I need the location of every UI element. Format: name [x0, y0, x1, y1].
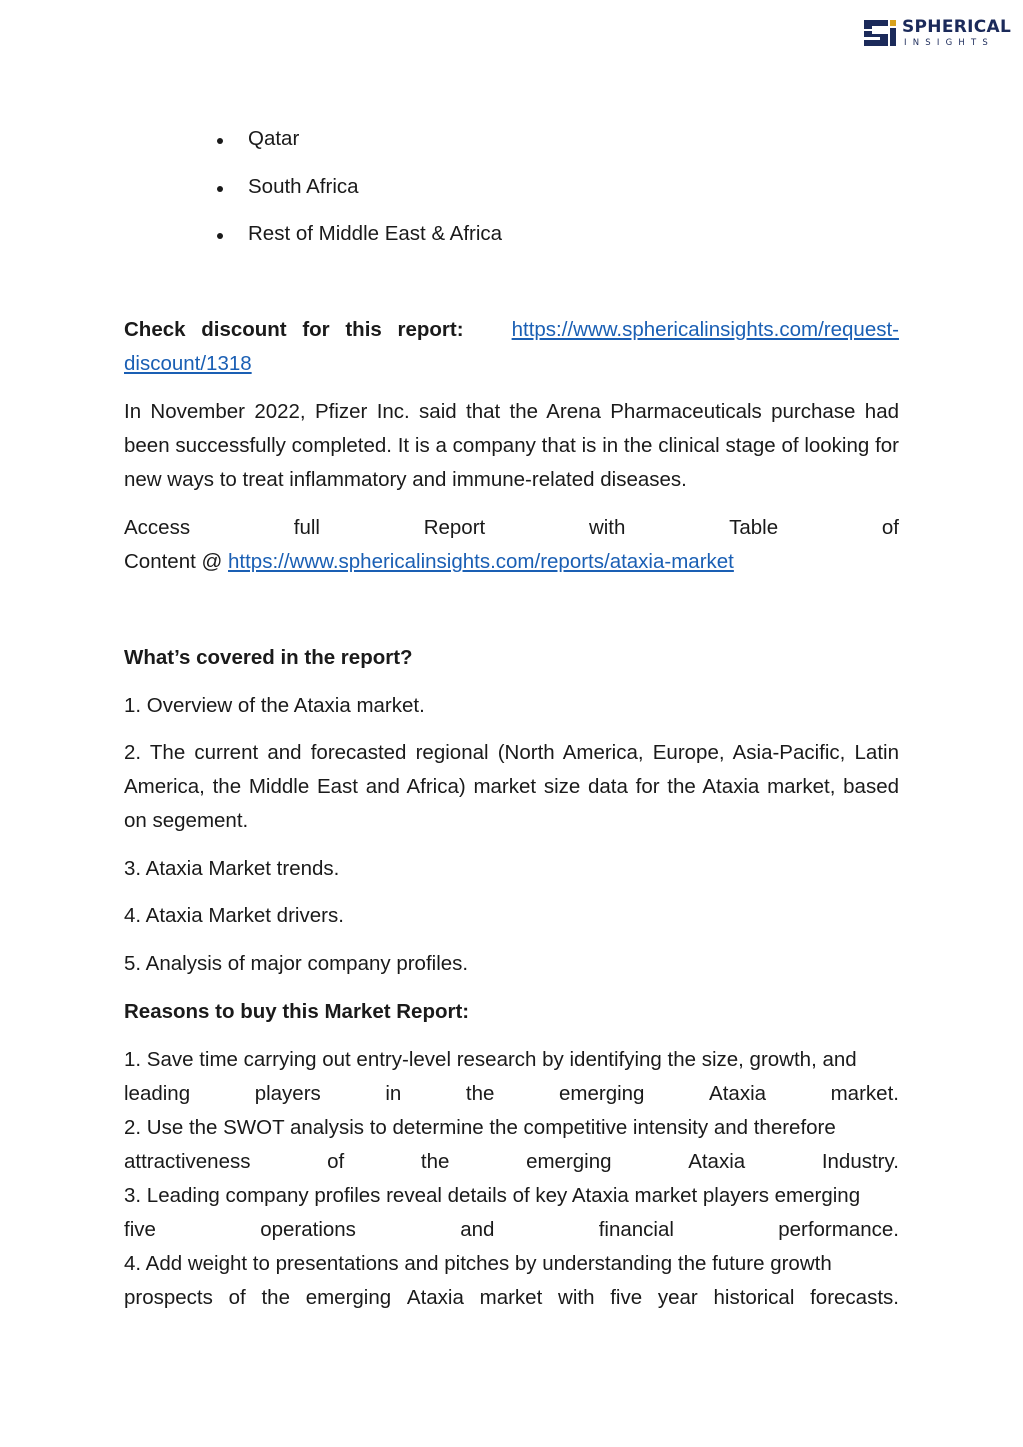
list-item: Qatar	[214, 122, 502, 170]
reason-line: attractiveness of the emerging Ataxia Industry.	[124, 1150, 899, 1173]
logo-brand: SPHERICAL	[902, 17, 1012, 37]
logo-sub: INSIGHTS	[904, 38, 994, 48]
report-link[interactable]: https://www.sphericalinsights.com/reports/ataxia-market	[228, 550, 734, 573]
list-item: 3. Ataxia Market trends.	[124, 857, 340, 880]
discount-link-continued[interactable]: discount/1318	[124, 352, 252, 375]
reason-line: 4. Add weight to presentations and pitches by understanding the future growth	[124, 1252, 832, 1275]
spherical-insights-logo	[864, 16, 1012, 50]
list-item: 5. Analysis of major company profiles.	[124, 952, 469, 975]
covered-heading: What’s covered in the report?	[124, 646, 413, 669]
reasons-list	[124, 1043, 899, 1315]
covered-section	[124, 641, 899, 675]
discount-line	[124, 313, 899, 347]
reason-line: 1. Save time carrying out entry-level research by identifying the size, growth, and	[124, 1048, 857, 1071]
list-item: 2. The current and forecasted regional (North America, Europe, Asia-Pacific, Latin America, the Middle East and Africa) market size data for the Ataxia market, based on segement.	[124, 741, 899, 832]
reason-line: 2. Use the SWOT analysis to determine the competitive intensity and therefore	[124, 1116, 836, 1139]
list-item: South Africa	[214, 170, 502, 218]
list-item: 4. Ataxia Market drivers.	[124, 904, 344, 927]
list-item: Rest of Middle East & Africa	[214, 217, 502, 265]
access-line: Access full Report with Table of	[124, 516, 899, 539]
access-paragraph: Access full Report with Table of Content @ https://www.sphericalinsights.com/reports/ataxia-market	[124, 511, 899, 579]
news-paragraph	[124, 395, 899, 497]
logo-mark-icon	[864, 16, 898, 48]
discount-paragraph	[124, 313, 899, 381]
discount-label: Check discount for this report:	[124, 318, 464, 341]
reasons-heading: Reasons to buy this Market Report:	[124, 1000, 470, 1023]
news-text: In November 2022, Pfizer Inc. said that the Arena Pharmaceuticals purchase had been successfully completed. It is a company that is in the clinical stage of looking for new ways to treat inflammatory and immune-related diseases.	[124, 400, 899, 491]
reason-line: five operations and financial performance.	[124, 1218, 899, 1241]
reason-line: leading players in the emerging Ataxia market.	[124, 1082, 899, 1105]
reasons-section	[124, 995, 899, 1029]
region-list	[214, 122, 502, 265]
list-item: 1. Overview of the Ataxia market.	[124, 694, 425, 717]
reason-line: prospects of the emerging Ataxia market with five year historical forecasts.	[124, 1286, 899, 1309]
reason-line: 3. Leading company profiles reveal details of key Ataxia market players emerging	[124, 1184, 861, 1207]
discount-link[interactable]: https://www.sphericalinsights.com/request-	[511, 318, 899, 341]
